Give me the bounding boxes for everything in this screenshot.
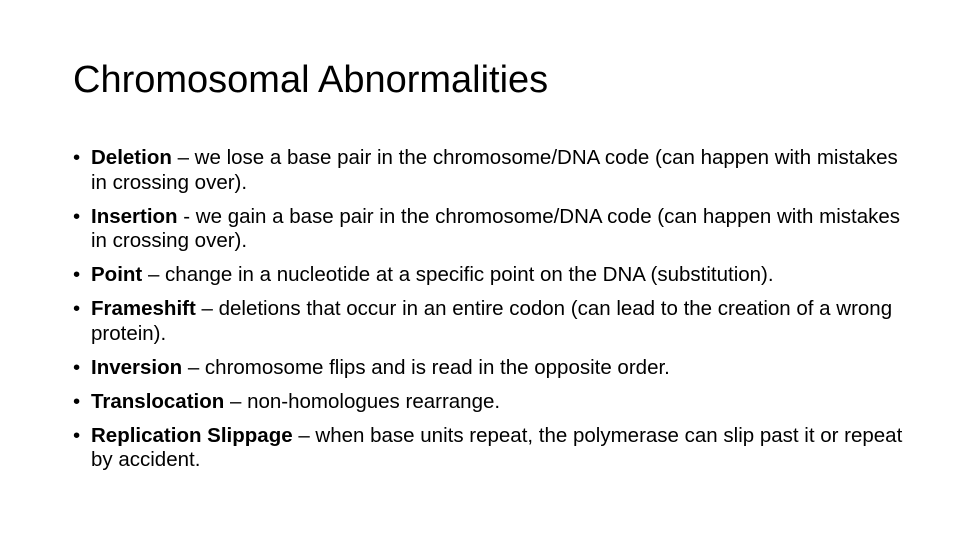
bullet-dot: • [73, 355, 81, 379]
bullet-item-translocation [73, 390, 903, 415]
bullet-text: - we gain a base pair in the chromosome/DNA code (can happen with mistakes in crossing over). [91, 204, 901, 252]
bullet-item-frameshift [73, 297, 903, 346]
bullet-dot: • [73, 423, 81, 447]
bullet-term: Insertion [91, 204, 178, 228]
bullet-item-point [73, 263, 903, 288]
bullet-item-deletion [73, 146, 903, 195]
slide-title: Chromosomal Abnormalities [73, 59, 549, 101]
bullet-item-replication-slippage [73, 424, 903, 473]
bullet-dot: • [73, 146, 81, 169]
bullet-dot: • [73, 263, 81, 286]
bullet-term: Replication Slippage [91, 423, 293, 447]
bullet-item-insertion [73, 205, 903, 254]
bullet-dot: • [73, 297, 81, 320]
bullet-text: – deletions that occur in an entire codon (can lead to the creation of a wrong protein). [91, 297, 893, 345]
bullet-dot: • [73, 389, 81, 413]
bullet-term: Point [91, 263, 143, 286]
bullet-term: Inversion [91, 355, 183, 379]
bullet-text: – chromosome flips and is read in the opposite order. [182, 355, 670, 379]
bullet-text: – we lose a base pair in the chromosome/DNA code (can happen with mistakes in crossing over). [91, 146, 898, 194]
bullet-text: – change in a nucleotide at a specific point on the DNA (substitution). [142, 263, 774, 286]
bullet-dot: • [73, 204, 81, 228]
bullet-text: – non-homologues rearrange. [224, 389, 501, 413]
bullet-term: Translocation [91, 389, 225, 413]
bullet-text: – when base units repeat, the polymerase can slip past it or repeat by accident. [91, 423, 903, 471]
bullet-term: Frameshift [91, 297, 196, 320]
bullet-item-inversion [73, 356, 903, 381]
bullet-list [73, 146, 903, 482]
bullet-term: Deletion [91, 146, 172, 169]
